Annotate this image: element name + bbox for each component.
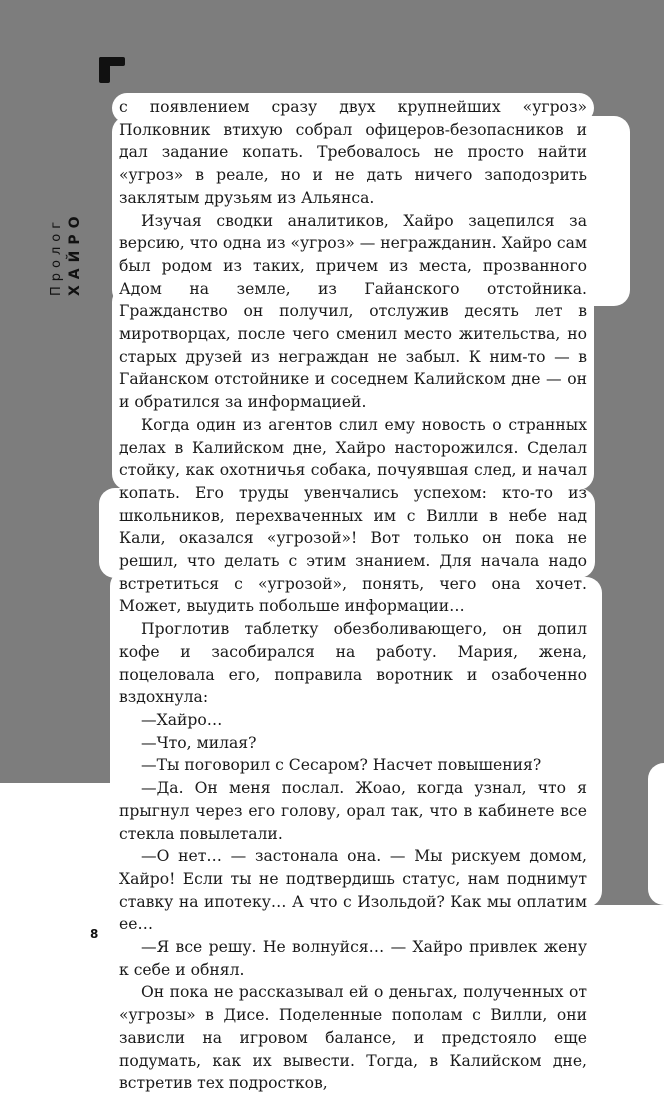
running-header xyxy=(47,186,93,296)
dialogue-line: —Что, милая? xyxy=(141,733,257,752)
paragraph: Когда один из агентов слил ему новость о странных делах в Калийском дне, Хайро насторожился. Сделал стойку, как охотничья собака, почуявшая след, и начал копать. Его труды увенчались успехом: кто-то из школьников, перехваченных им с Вилли в небе над Кали, оказался «угрозой»! Вот только он пока не решил, что делать с этим знанием. Для начала надо встретиться с «угрозой», понять, чего она хочет. Может, выудить побольше информации… xyxy=(119,415,587,616)
paragraph: Он пока не рассказывал ей о деньгах, полученных от «угрозы» в Дисе. Поделенные пополам с Вилли, они зависли на игровом балансе, и предстояло еще подумать, как их вывести. Тогда, в Калийском дне, встретив тех подростков, xyxy=(119,983,587,1093)
paragraph: Проглотив таблетку обезболивающего, он допил кофе и засобирался на работу. Мария, жена, поцеловала его, поправила воротник и озабоченно вздохнула: xyxy=(119,620,587,707)
dialogue-line: —Хайро… xyxy=(141,710,223,729)
white-panel xyxy=(648,763,664,905)
section-title: Пролог xyxy=(49,216,64,296)
dialogue-line: —Ты поговорил с Сесаром? Насчет повышения? xyxy=(141,756,542,775)
chapter-title: ХАЙРО xyxy=(67,210,83,296)
page-number: 8 xyxy=(90,927,99,941)
body-text xyxy=(119,96,587,1095)
paragraph: с появлением сразу двух крупнейших «угроз» Полковник втихую собрал офицеров-безопасников и дал задание копать. Требовалось не просто найти «угроз» в реале, но и не дать ничего заподозрить заклятым друзьям из Альянса. xyxy=(119,98,587,207)
dialogue-line: —О нет… — застонала она. — Мы рискуем домом, Хайро! Если ты не подтвердишь статус, нам поднимут ставку на ипотеку… А что с Изольдой? Как мы оплатим ее… xyxy=(119,847,587,934)
dialogue-line: —Я все решу. Не волнуйся… — Хайро привлек жену к себе и обнял. xyxy=(119,938,587,979)
dialogue-line: —Да. Он меня послал. Жоао, когда узнал, что я прыгнул через его голову, орал так, что в кабинете все стекла повылетали. xyxy=(119,779,587,843)
corner-bracket-icon xyxy=(99,57,125,83)
paragraph: Изучая сводки аналитиков, Хайро зацепился за версию, что одна из «угроз» — негражданин. Хайро сам был родом из таких, причем из места, прозванного Адом на земле, из Гайанского отстойника. Гражданство он получил, отслужив десять лет в миротворцах, после чего сменил место жительства, но старых друзей из неграждан не забыл. К ним-то — в Гайанском отстойнике и соседнем Калийском дне — он и обратился за информацией. xyxy=(119,211,587,412)
